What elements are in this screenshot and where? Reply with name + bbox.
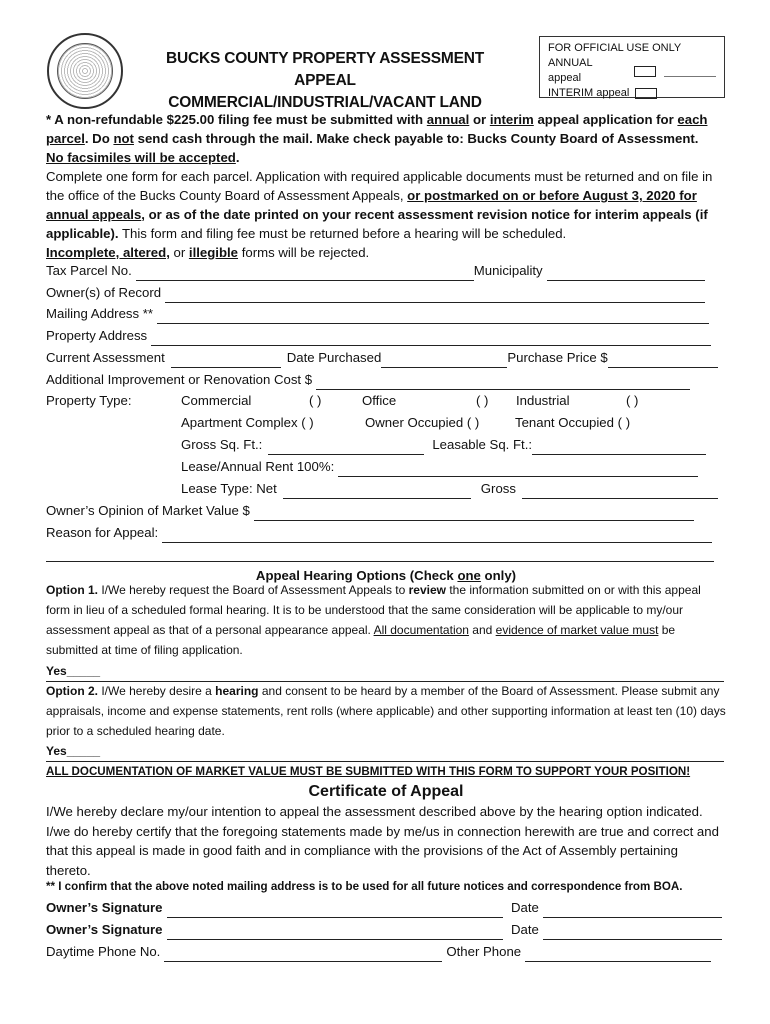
phone-row — [46, 942, 722, 962]
lease-net-input[interactable] — [283, 484, 471, 499]
documentation-warning: ALL DOCUMENTATION OF MARKET VALUE MUST BE SUBMITTED WITH THIS FORM TO SUPPORT YOUR POSITION! — [46, 765, 691, 778]
gross-sqft-label: Gross Sq. Ft.: — [181, 437, 263, 452]
office-checkbox[interactable]: ( ) — [476, 393, 489, 408]
reason-input-line-2[interactable] — [46, 561, 714, 562]
lease-type-gross-label: Gross — [480, 481, 516, 496]
lease-rent-input[interactable] — [338, 462, 698, 477]
mailing-address-input[interactable] — [157, 309, 709, 324]
improvement-cost-input[interactable] — [316, 375, 690, 390]
lease-rent-row — [181, 457, 721, 477]
office-label: Office — [362, 393, 397, 408]
owner-signature-input[interactable] — [167, 925, 503, 940]
date-purchased-label: Date Purchased — [286, 350, 382, 365]
title-line-1: BUCKS COUNTY PROPERTY ASSESSMENT APPEAL — [165, 50, 484, 89]
improvement-row — [46, 370, 722, 390]
interim-appeal-label: INTERIM appeal — [548, 87, 630, 99]
commercial-label: Commercial — [181, 393, 252, 408]
annual-appeal-label: ANNUAL appeal — [548, 57, 593, 84]
mailing-address-label: Mailing Address ** — [46, 306, 154, 321]
daytime-phone-input[interactable] — [164, 947, 442, 962]
lease-type-net-label: Lease Type: Net — [181, 481, 277, 496]
purchase-price-input[interactable] — [608, 353, 718, 368]
property-address-label: Property Address — [46, 328, 148, 343]
leasable-sqft-label: Leasable Sq. Ft.: — [432, 437, 533, 452]
option-2-text: Option 2. I/We hereby desire a hearing and consent to be heard by a member of the Board of Assessment. Please submit any appraisals, income and expense statements, rent rolls (where applicable) and other supporting information at least ten (10) days prior to a scheduled hearing date. — [46, 684, 726, 738]
market-value-opinion-label: Owner’s Opinion of Market Value $ — [46, 503, 250, 518]
reason-label: Reason for Appeal: — [46, 525, 159, 540]
property-address-input[interactable] — [151, 331, 711, 346]
municipality-input[interactable] — [547, 266, 705, 281]
apartment-complex-checkbox[interactable]: Apartment Complex ( ) — [181, 415, 314, 430]
signature-row-2 — [46, 920, 722, 940]
tax-parcel-label: Tax Parcel No. — [46, 263, 132, 278]
leasable-sqft-input[interactable] — [532, 440, 706, 455]
annual-appeal-checkbox[interactable] — [634, 66, 656, 77]
industrial-label: Industrial — [516, 393, 570, 408]
hearing-options-heading: Appeal Hearing Options (Check one only) — [255, 568, 517, 583]
property-type-row — [46, 391, 722, 411]
owner-signature-label: Owner’s Signature — [46, 900, 163, 915]
current-assessment-input[interactable] — [171, 353, 281, 368]
owners-input[interactable] — [165, 288, 705, 303]
owner-occupied-checkbox[interactable]: Owner Occupied ( ) — [365, 415, 480, 430]
mailing-confirmation: ** I confirm that the above noted mailing address is to be used for all future notices and correspondence from BOA. — [46, 880, 683, 893]
county-seal-icon — [47, 33, 123, 109]
purchase-price-label: Purchase Price $ — [507, 350, 608, 365]
official-blank — [664, 66, 716, 77]
filing-fee-notice: * A non-refundable $225.00 filing fee must be submitted with annual or interim appeal application for each parcel. Do not send cash through the mail. Make check payable to: Bucks County Board of Assessment. No facsimiles will be accepted. — [46, 112, 708, 165]
owner-signature-label: Owner’s Signature — [46, 922, 163, 937]
owners-row — [46, 283, 722, 303]
certificate-body: I/We hereby declare my/our intention to appeal the assessment described above by the hearing option indicated. I/we do hereby certify that the foregoing statements made by me/us in connection herewith are true and correct and that this appeal is made in good faith and in compliance with the provisions of the Act of Assembly pertaining thereto. — [46, 804, 719, 878]
property-address-row — [46, 326, 722, 346]
owners-label: Owner(s) of Record — [46, 285, 162, 300]
tenant-occupied-checkbox[interactable]: Tenant Occupied ( ) — [515, 415, 631, 430]
reason-row — [46, 523, 722, 543]
market-value-opinion-input[interactable] — [254, 506, 694, 521]
option-2-yes[interactable]: Yes_____ — [46, 744, 101, 758]
municipality-label: Municipality — [473, 263, 543, 278]
interim-appeal-checkbox[interactable] — [635, 88, 657, 99]
signature-row-1 — [46, 898, 722, 918]
other-phone-label: Other Phone — [446, 944, 522, 959]
date-label: Date — [510, 900, 539, 915]
official-use-box — [539, 36, 725, 98]
filing-instructions: Complete one form for each parcel. Application with required applicable documents must be returned and on file in the office of the Bucks County Board of Assessment Appeals, or postmarked on or before August 3, 2020 for annual appeals, or as of the date printed on your recent assessment revision notice for interim appeals (if applicable). This form and filing fee must be returned before a hearing will be scheduled. Incomplete, altered, or illegible forms will be rejected. — [46, 169, 713, 260]
official-use-title: FOR OFFICIAL USE ONLY — [548, 42, 682, 54]
occupancy-row — [181, 413, 721, 433]
form-title — [135, 48, 515, 114]
tax-parcel-row — [46, 261, 722, 281]
lease-rent-label: Lease/Annual Rent 100%: — [181, 459, 335, 474]
date-input[interactable] — [543, 903, 722, 918]
sqft-row — [181, 435, 721, 455]
property-type-label: Property Type: — [46, 393, 132, 408]
mailing-row — [46, 304, 722, 324]
tax-parcel-input[interactable] — [136, 266, 474, 281]
improvement-cost-label: Additional Improvement or Renovation Cost $ — [46, 372, 313, 387]
commercial-checkbox[interactable]: ( ) — [309, 393, 322, 408]
current-assessment-label: Current Assessment — [46, 350, 165, 365]
other-phone-input[interactable] — [525, 947, 711, 962]
lease-gross-input[interactable] — [522, 484, 718, 499]
gross-sqft-input[interactable] — [268, 440, 424, 455]
option-1-yes[interactable]: Yes_____ — [46, 664, 101, 678]
industrial-checkbox[interactable]: ( ) — [626, 393, 639, 408]
daytime-phone-label: Daytime Phone No. — [46, 944, 161, 959]
certificate-title: Certificate of Appeal — [308, 783, 464, 800]
date-purchased-input[interactable] — [381, 353, 507, 368]
option-1-text: Option 1. I/We hereby request the Board of Assessment Appeals to review the information submitted on or with this appeal form in lieu of a scheduled formal hearing. It is to be understood that the same consideration will be applicable to my/our assessment appeal as that of a personal appearance appeal. All documentation and evidence of market value must be submitted at time of filing application. — [46, 583, 701, 657]
title-line-2: COMMERCIAL/INDUSTRIAL/VACANT LAND — [168, 94, 482, 111]
date-input[interactable] — [543, 925, 722, 940]
date-label: Date — [510, 922, 539, 937]
lease-type-row — [181, 479, 721, 499]
assessment-row — [46, 348, 722, 368]
owner-signature-input[interactable] — [167, 903, 503, 918]
opinion-row — [46, 501, 722, 521]
reason-input[interactable] — [162, 528, 712, 543]
